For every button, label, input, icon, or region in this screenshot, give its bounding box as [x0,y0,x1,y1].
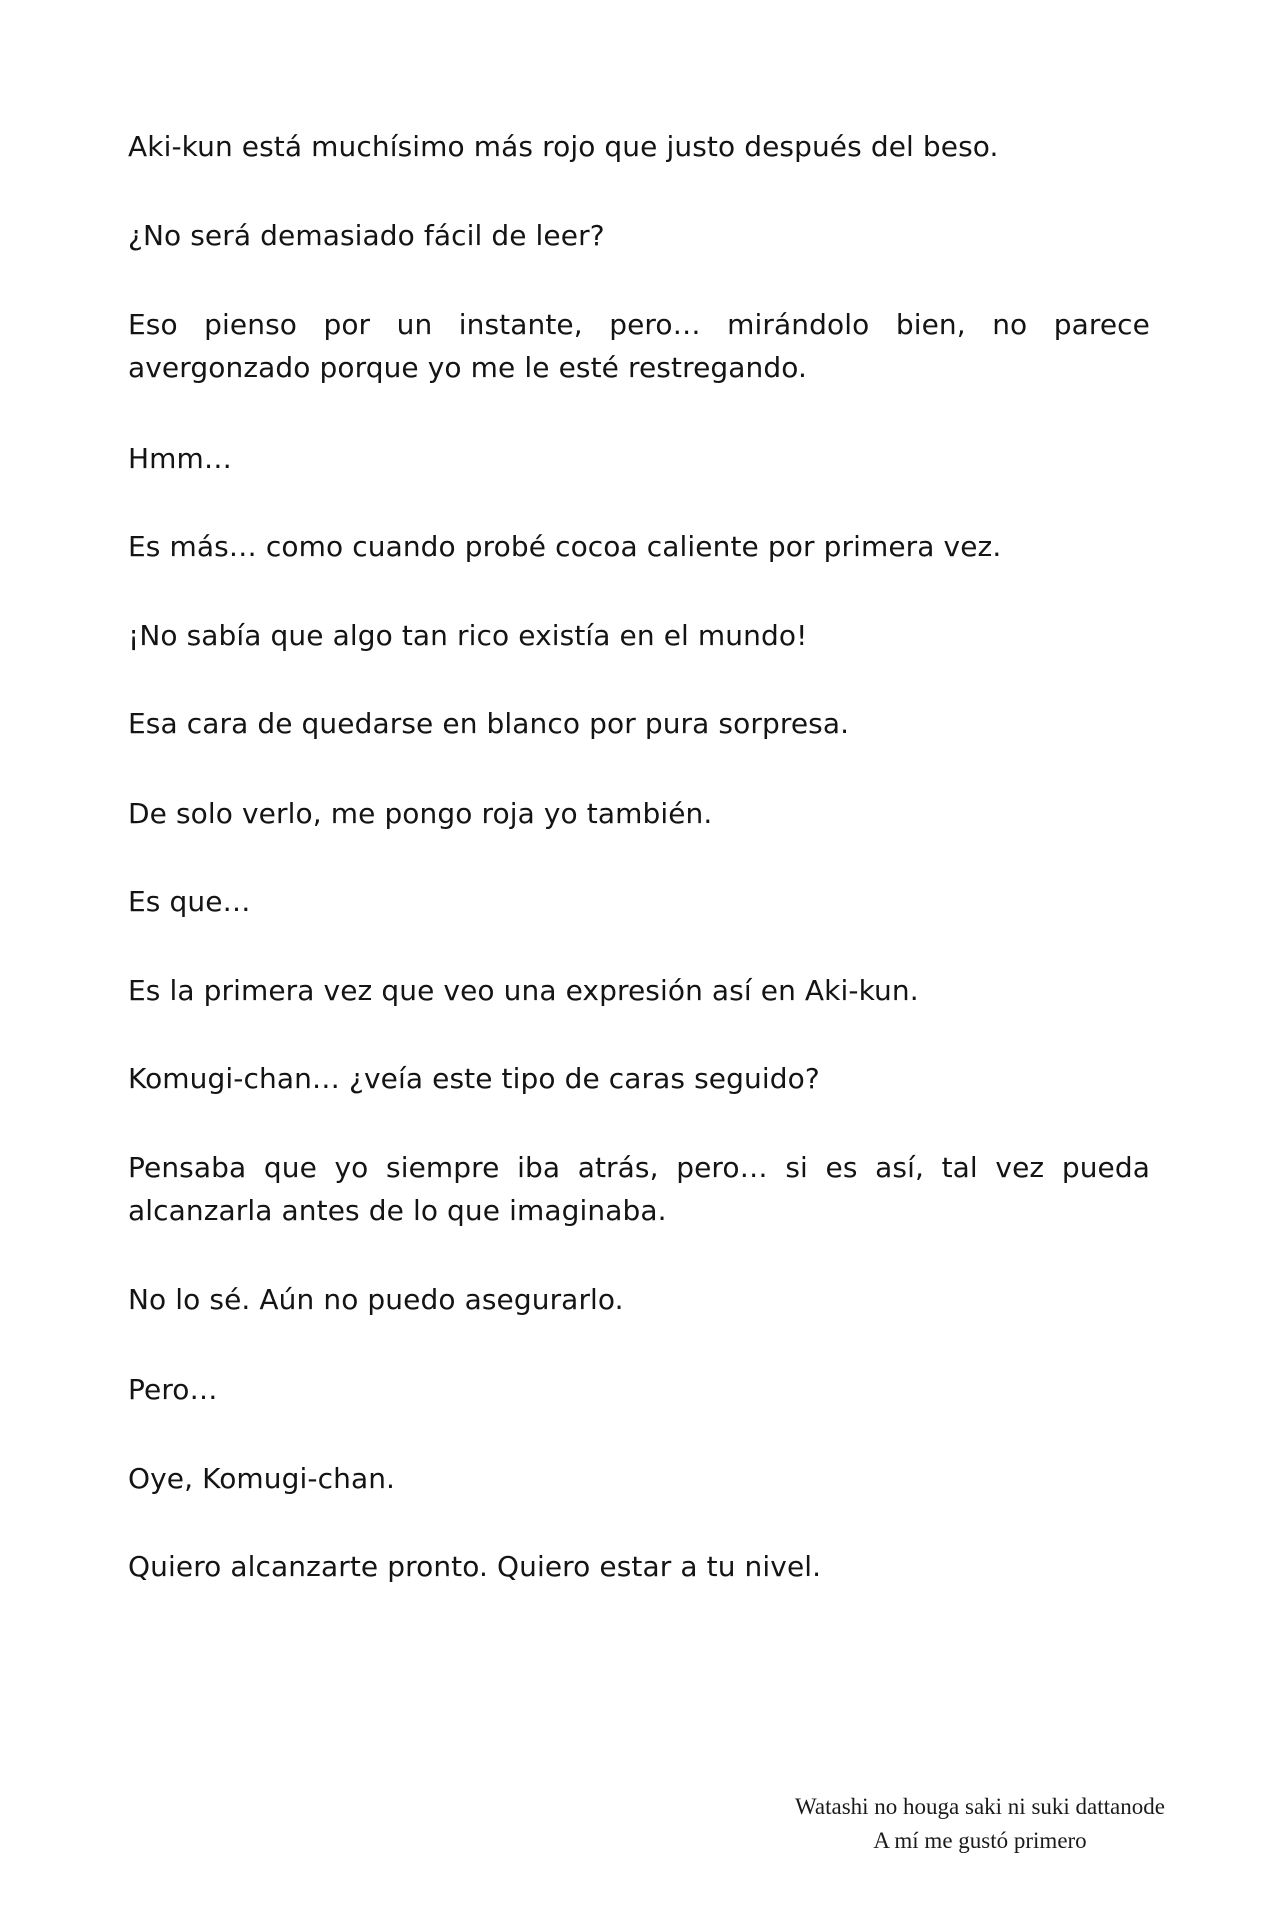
paragraph: Esa cara de quedarse en blanco por pura sorpresa. [128,707,850,740]
footer-series-title: Watashi no houga saki ni suki dattanode [795,1794,1165,1819]
paragraph: Komugi-chan… ¿veía este tipo de caras seguido? [128,1062,820,1095]
paragraph: Es más… como cuando probé cocoa caliente por primera vez. [128,530,1002,563]
paragraph: Pero… [128,1373,218,1406]
paragraph: Eso pienso por un instante, pero… mirándolo bien, no parece avergonzado porque yo me le esté restregando. [128,308,1150,384]
paragraph: Aki-kun está muchísimo más rojo que justo después del beso. [128,130,999,163]
footer-spanish-title: A mí me gustó primero [873,1828,1087,1853]
page-footer [740,1790,1220,1858]
paragraph: No lo sé. Aún no puedo asegurarlo. [128,1283,624,1316]
paragraph: ¡No sabía que algo tan rico existía en el mundo! [128,619,808,652]
paragraph: Hmm… [128,442,233,475]
paragraph: De solo verlo, me pongo roja yo también. [128,797,713,830]
paragraph: ¿No será demasiado fácil de leer? [128,219,605,252]
paragraph: Oye, Komugi-chan. [128,1462,396,1495]
paragraph: Es que… [128,885,251,918]
paragraph: Quiero alcanzarte pronto. Quiero estar a tu nivel. [128,1550,822,1583]
paragraph: Pensaba que yo siempre iba atrás, pero… si es así, tal vez pueda alcanzarla antes de lo que imaginaba. [128,1151,1150,1227]
paragraph: Es la primera vez que veo una expresión así en Aki-kun. [128,974,919,1007]
